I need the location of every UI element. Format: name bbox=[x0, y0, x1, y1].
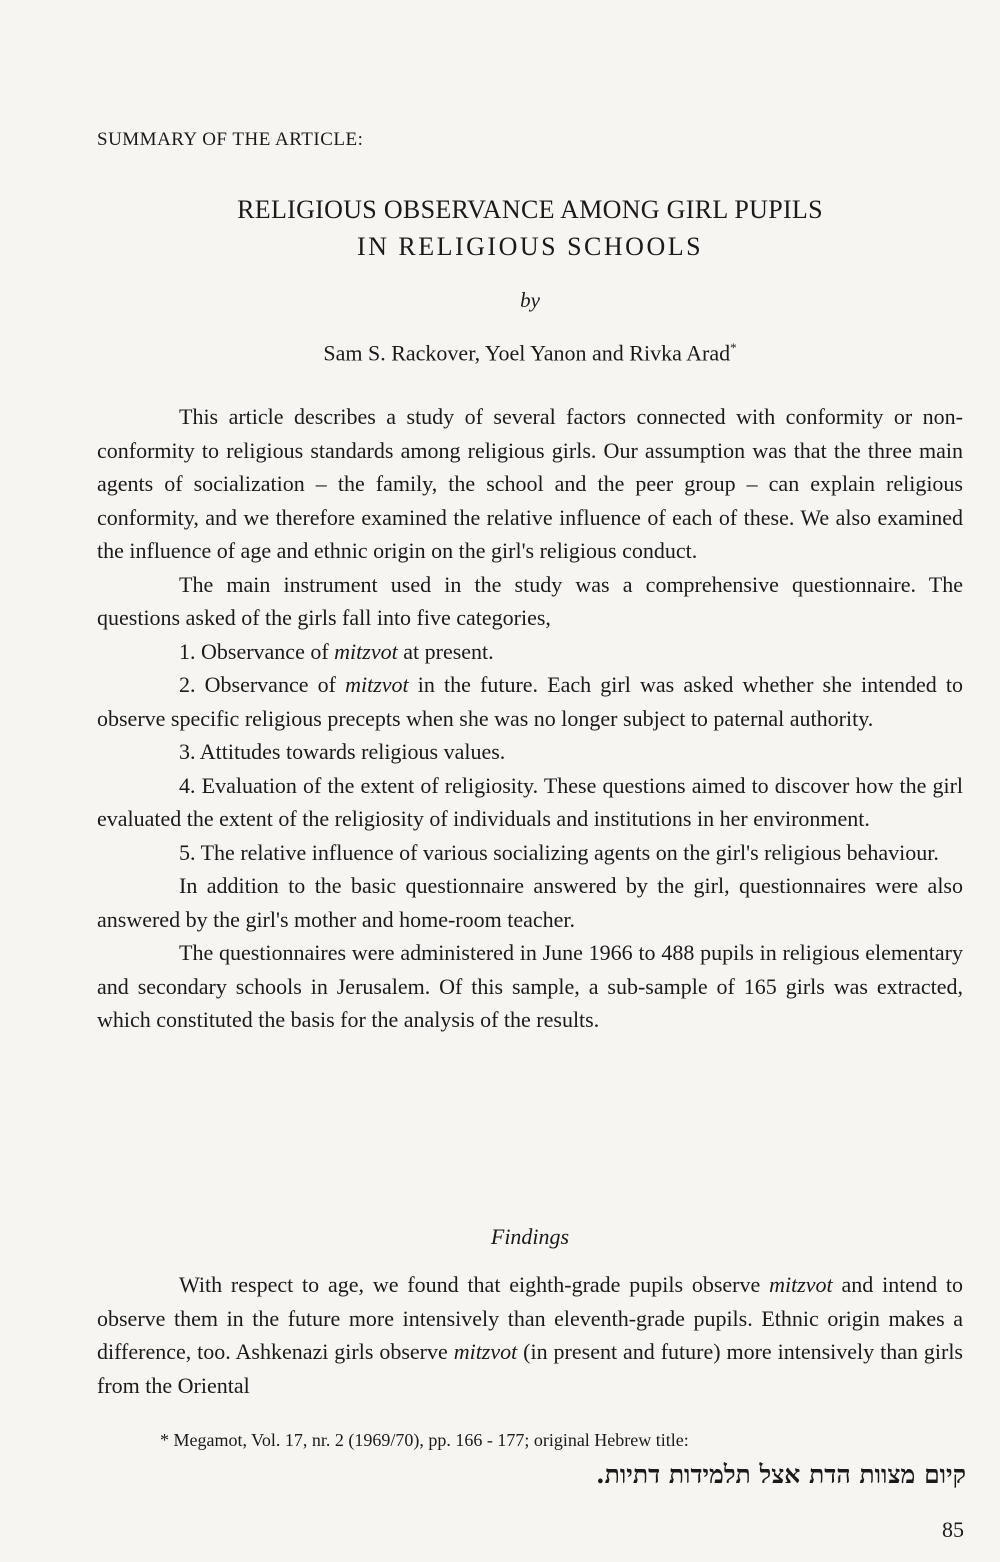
paragraph-additional-questionnaires: In addition to the basic questionnaire answered by the girl, questionnaires were also answered by the girl's mother and home-room teacher. bbox=[97, 873, 963, 932]
findings-emphasis-2: mitzvot bbox=[453, 1339, 518, 1364]
authors-names: Sam S. Rackover, Yoel Yanon and Rivka Arad bbox=[323, 340, 731, 366]
list-item-3 bbox=[97, 735, 963, 769]
list-item-1 bbox=[97, 635, 963, 669]
paragraph-findings bbox=[97, 1268, 963, 1402]
paragraph-intro: This article describes a study of several factors connected with conformity or non-conformity to religious standards among religious girls. Our assumption was that the three main agents of socialization – the family, the school and the peer group – can explain religious conformity, and we therefore examined the relative influence of each of these. We also examined the influence of age and ethnic origin on the girl's religious conduct. bbox=[97, 404, 963, 563]
list-item-text: Observance of bbox=[204, 672, 346, 697]
findings-text-2: and intend to observe them in the future more intensively than eleventh-grade pupils. Ethnic origin makes a difference, too. Ashkenazi girls observe bbox=[97, 1272, 964, 1364]
article-title-line-2: IN RELIGIOUS SCHOOLS bbox=[356, 232, 704, 261]
list-item-text: The relative influence of various socializing agents on the girl's religious behaviour. bbox=[200, 839, 939, 865]
list-item-number: 4. bbox=[179, 772, 196, 798]
list-item-5 bbox=[97, 836, 963, 870]
summary-label: SUMMARY OF THE ARTICLE: bbox=[97, 129, 364, 150]
findings-body bbox=[97, 1268, 963, 1402]
footnote: * Megamot, Vol. 17, nr. 2 (1969/70), pp. 166 - 177; original Hebrew title: bbox=[160, 1430, 689, 1450]
paragraph-instrument: The main instrument used in the study was a comprehensive questionnaire. The questions asked of the girls fall into five categories, bbox=[97, 571, 963, 630]
findings-heading: Findings bbox=[490, 1224, 570, 1249]
list-item-2 bbox=[97, 668, 963, 735]
list-item-text-end: at present. bbox=[397, 638, 494, 664]
list-item-number: 3. bbox=[179, 739, 196, 764]
page-number: 85 bbox=[942, 1517, 964, 1542]
list-item-number: 2. bbox=[179, 672, 196, 697]
paragraph-sample: The questionnaires were administered in June 1966 to 488 pupils in religious elementary and secondary schools in Jerusalem. Of this sample, a sub-sample of 165 girls was extracted, which constituted the basis for the analysis of the results. bbox=[97, 940, 963, 1032]
list-item-text-end: in the future. Each girl was asked whether she intended to observe specific religious precepts when she was no longer subject to paternal authority. bbox=[97, 672, 964, 731]
list-item-number: 5. bbox=[179, 839, 196, 865]
hebrew-title: קיום מצוות הדת אצל תלמידות דתיות. bbox=[595, 1460, 966, 1489]
list-item-text: Evaluation of the extent of religiosity. These questions aimed to discover how the girl evaluated the extent of the religiosity of individuals and institutions in her environment. bbox=[97, 772, 964, 831]
list-item-text: Attitudes towards religious values. bbox=[199, 739, 506, 764]
findings-emphasis-1: mitzvot bbox=[769, 1272, 833, 1297]
article-title-line-1: RELIGIOUS OBSERVANCE AMONG GIRL PUPILS bbox=[237, 195, 823, 224]
authors-footnote-mark: * bbox=[730, 340, 737, 355]
list-item-text: Observance of bbox=[201, 638, 335, 664]
list-item-emphasis: mitzvot bbox=[345, 672, 409, 697]
list-item-number: 1. bbox=[179, 638, 196, 664]
findings-text-3: (in present and future) more intensively than girls from the Oriental bbox=[97, 1339, 963, 1398]
list-item-4 bbox=[97, 769, 963, 836]
byline-by: by bbox=[520, 288, 540, 312]
list-item-emphasis: mitzvot bbox=[334, 638, 398, 664]
findings-text-1: With respect to age, we found that eighth-grade pupils observe bbox=[179, 1272, 770, 1297]
summary-body bbox=[97, 400, 963, 1037]
authors-line bbox=[0, 340, 1000, 366]
